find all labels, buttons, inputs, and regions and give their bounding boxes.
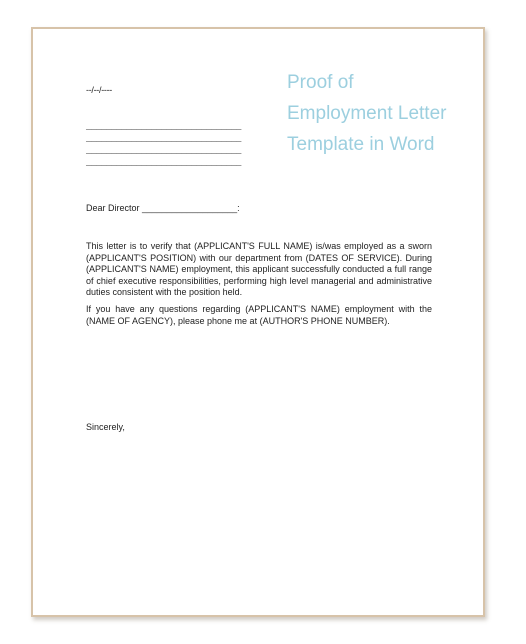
salutation: Dear Director ___________________: bbox=[86, 203, 240, 213]
letter-title: Proof of Employment Letter Template in Word bbox=[287, 72, 447, 155]
body-paragraph: This letter is to verify that (APPLICANT'S FULL NAME) is/was employed as a sworn (APPLICANT'S POSITION) with our department from (DATES OF SERVICE). During (APPLICANT'S NAME) employment, this applicant successfully conducted a full range of chief executive responsibilities, performing high level managerial and administrative duties consistent with the position held. bbox=[86, 241, 432, 298]
address-line: _______________________________ bbox=[86, 122, 242, 132]
document-page bbox=[31, 27, 485, 617]
closing: Sincerely, bbox=[86, 422, 125, 432]
letter-body bbox=[86, 241, 432, 332]
address-line: _______________________________ bbox=[86, 134, 242, 144]
address-block bbox=[86, 121, 241, 169]
address-line: _______________________________ bbox=[86, 146, 242, 156]
letter-date: --/--/---- bbox=[86, 85, 112, 95]
body-paragraph: If you have any questions regarding (APPLICANT'S NAME) employment with the (NAME OF AGENCY), please phone me at (AUTHOR'S PHONE NUMBER). bbox=[86, 303, 432, 326]
address-line: _______________________________ bbox=[86, 158, 242, 168]
